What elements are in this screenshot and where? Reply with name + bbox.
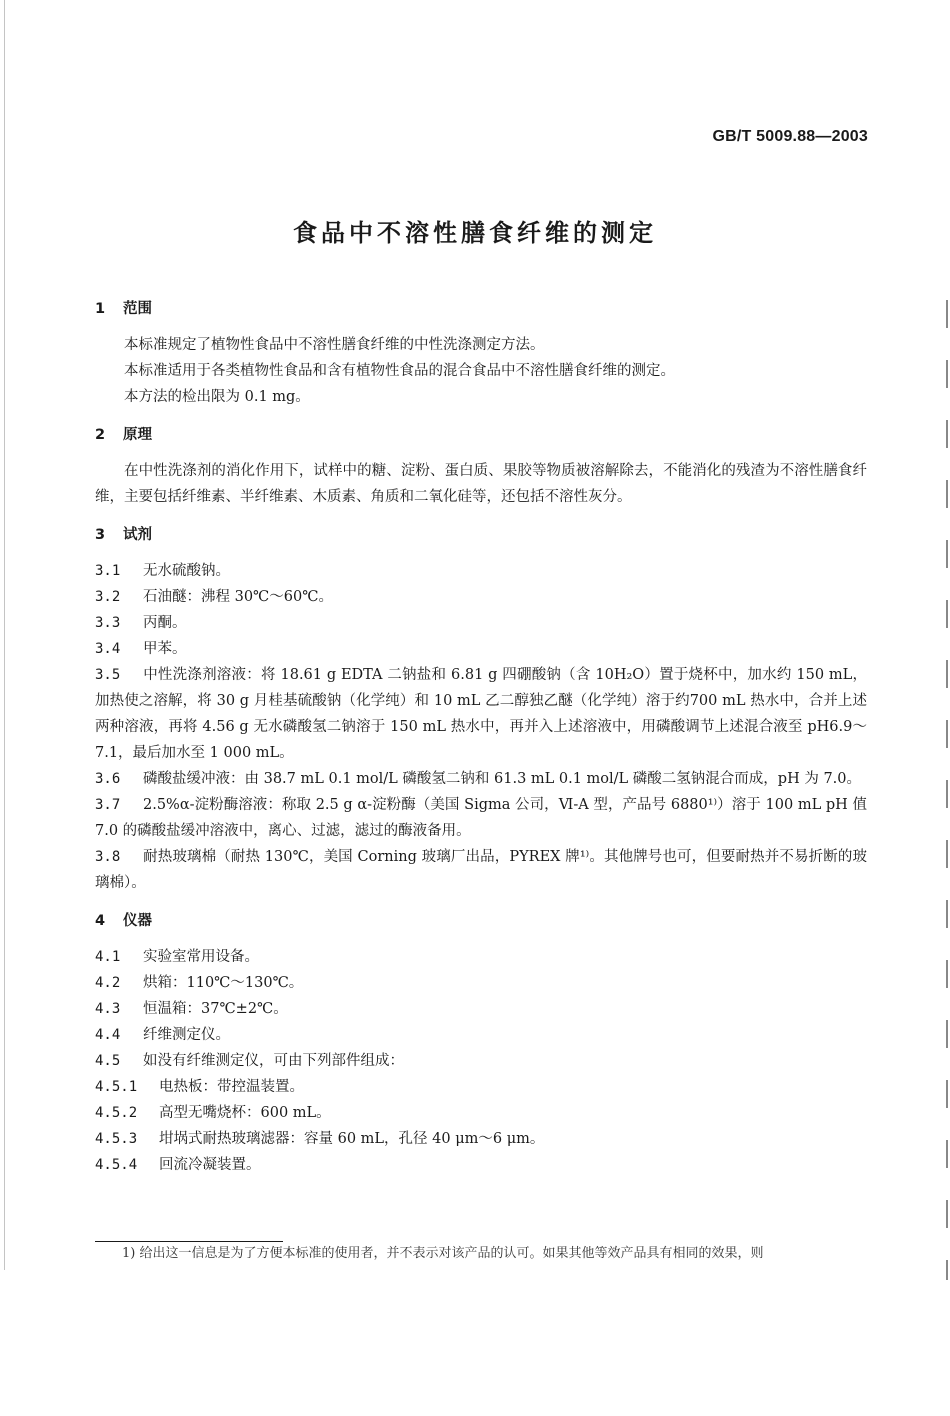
reagent-item (95, 610, 867, 636)
section-title: 仪器 (123, 913, 152, 929)
item-text: 中性洗涤剂溶液：将 18.61 g EDTA 二钠盐和 6.81 g 四硼酸钠（含 10H₂O）置于烧杯中，加水约 150 mL，加热使之溶解，将 30 g 月桂基硫酸钠（化学纯）和 10 mL 乙二醇独乙醚（化学纯）溶于约700 mL 热水中，合并上述两种溶液，再将 4.56 g 无水磷酸氢二钠溶于 150 mL 热水中，再并入上述溶液中，用磷酸调节上述混合液至 pH6.9～7.1，最后加水至 1 000 mL。 (95, 667, 867, 761)
item-number: 4.5.3 (95, 1131, 138, 1147)
instrument-item (95, 1048, 867, 1074)
section-number: 4 (95, 913, 106, 929)
section-number: 1 (95, 301, 106, 317)
item-text: 2.5%α-淀粉酶溶液：称取 2.5 g α-淀粉酶（美国 Sigma 公司，Ⅵ-A 型，产品号 6880¹⁾）溶于 100 mL pH 值 7.0 的磷酸盐缓冲溶液中，离心、过滤，滤过的酶液备用。 (95, 797, 867, 839)
item-text: 石油醚：沸程 30℃～60℃。 (143, 589, 333, 605)
instrument-item (95, 944, 867, 970)
item-number: 4.2 (95, 975, 121, 991)
reagent-item (95, 844, 867, 896)
item-text: 丙酮。 (143, 615, 187, 631)
instrument-subitem (95, 1126, 867, 1152)
item-text: 电热板：带控温装置。 (159, 1079, 304, 1095)
item-number: 3.8 (95, 849, 121, 865)
item-text: 高型无嘴烧杯：600 mL。 (159, 1105, 331, 1121)
instrument-item (95, 996, 867, 1022)
item-text: 纤维测定仪。 (143, 1027, 230, 1043)
item-text: 回流冷凝装置。 (159, 1157, 261, 1173)
item-number: 4.5.1 (95, 1079, 138, 1095)
item-text: 实验室常用设备。 (143, 949, 259, 965)
section-principle-heading (95, 422, 867, 448)
reagent-item (95, 792, 867, 844)
section-title: 原理 (123, 427, 152, 443)
item-number: 3.7 (95, 797, 121, 813)
footnote-divider (95, 1241, 283, 1242)
document-body (95, 296, 867, 1178)
section-number: 3 (95, 527, 106, 543)
standard-code: GB/T 5009.88—2003 (712, 128, 868, 145)
instrument-subitem (95, 1074, 867, 1100)
section-instruments-heading (95, 908, 867, 934)
reagent-item (95, 636, 867, 662)
item-text: 磷酸盐缓冲液：由 38.7 mL 0.1 mol/L 磷酸氢二钠和 61.3 mL 0.1 mol/L 磷酸二氢钠混合而成，pH 为 7.0。 (143, 771, 862, 787)
instrument-item (95, 1022, 867, 1048)
item-text: 如没有纤维测定仪，可由下列部件组成： (143, 1053, 404, 1069)
footnote-cut-off (122, 1246, 867, 1261)
section-scope-heading (95, 296, 867, 322)
instrument-item (95, 970, 867, 996)
section-number: 2 (95, 427, 106, 443)
scan-edge-right (946, 300, 948, 1280)
footnote-text: 1) 给出这一信息是为了方便本标准的使用者，并不表示对该产品的认可。如果其他等效产品具有相同的效果，则 (122, 1246, 764, 1261)
item-number: 3.5 (95, 667, 121, 683)
item-number: 4.3 (95, 1001, 121, 1017)
item-text: 坩埚式耐热玻璃滤器：容量 60 mL，孔径 40 μm～6 μm。 (159, 1131, 545, 1147)
instrument-subitem (95, 1152, 867, 1178)
reagent-item (95, 662, 867, 766)
item-number: 4.4 (95, 1027, 121, 1043)
item-text: 烘箱：110℃～130℃。 (143, 975, 304, 991)
reagent-item (95, 584, 867, 610)
item-number: 4.5 (95, 1053, 121, 1069)
section-title: 范围 (123, 301, 152, 317)
item-text: 无水硫酸钠。 (143, 563, 230, 579)
section-title: 试剂 (123, 527, 152, 543)
item-text: 恒温箱：37℃±2℃。 (143, 1001, 288, 1017)
reagent-item (95, 766, 867, 792)
item-number: 3.1 (95, 563, 121, 579)
document-title: 食品中不溶性膳食纤维的测定 (293, 219, 657, 247)
item-number: 3.4 (95, 641, 121, 657)
item-number: 4.1 (95, 949, 121, 965)
item-number: 4.5.2 (95, 1105, 138, 1121)
principle-paragraph: 在中性洗涤剂的消化作用下，试样中的糖、淀粉、蛋白质、果胶等物质被溶解除去，不能消化的残渣为不溶性膳食纤维，主要包括纤维素、半纤维素、木质素、角质和二氧化硅等，还包括不溶性灰分。 (95, 463, 867, 505)
item-number: 3.6 (95, 771, 121, 787)
scan-edge-left (4, 0, 5, 1270)
scope-paragraph: 本方法的检出限为 0.1 mg。 (124, 389, 310, 405)
section-reagents-heading (95, 522, 867, 548)
item-text: 耐热玻璃棉（耐热 130℃，美国 Corning 玻璃厂出品，PYREX 牌¹⁾。其他牌号也可，但要耐热并不易折断的玻璃棉）。 (95, 849, 867, 891)
scope-paragraph: 本标准适用于各类植物性食品和含有植物性食品的混合食品中不溶性膳食纤维的测定。 (124, 363, 675, 379)
scope-paragraph: 本标准规定了植物性食品中不溶性膳食纤维的中性洗涤测定方法。 (124, 337, 545, 353)
item-number: 3.3 (95, 615, 121, 631)
instrument-subitem (95, 1100, 867, 1126)
item-number: 4.5.4 (95, 1157, 138, 1173)
item-text: 甲苯。 (143, 641, 187, 657)
item-number: 3.2 (95, 589, 121, 605)
reagent-item (95, 558, 867, 584)
